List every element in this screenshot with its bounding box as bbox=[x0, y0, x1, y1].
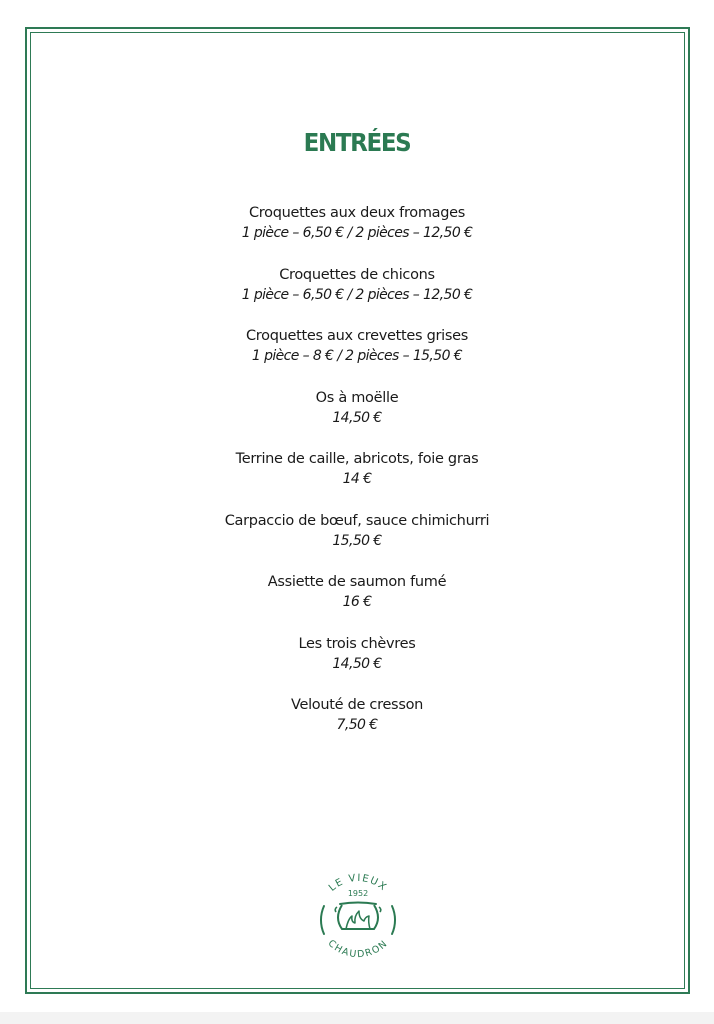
menu-item-name: Les trois chèvres bbox=[298, 635, 416, 652]
menu-item-name: Os à moëlle bbox=[315, 389, 399, 406]
menu-item bbox=[0, 326, 714, 388]
menu-item-name: Croquettes aux deux fromages bbox=[248, 205, 466, 221]
menu-item-price: 1 pièce – 6,50 € / 2 pièces – 12,50 € bbox=[241, 225, 473, 241]
logo-left-bracket bbox=[321, 906, 324, 934]
menu-item bbox=[0, 572, 714, 634]
menu-item-price: 14 € bbox=[342, 471, 372, 487]
logo-top-text: LE VIEUX bbox=[326, 872, 390, 894]
menu-item bbox=[0, 265, 714, 327]
logo-year: 1952 bbox=[347, 889, 369, 898]
restaurant-logo bbox=[307, 866, 409, 966]
menu-list bbox=[0, 203, 714, 757]
logo-right-bracket bbox=[392, 906, 395, 934]
menu-item-price: 14,50 € bbox=[332, 409, 382, 426]
section-title: ENTRÉES bbox=[303, 128, 411, 157]
menu-item-price: 16 € bbox=[342, 594, 372, 610]
menu-item-price: 15,50 € bbox=[332, 532, 382, 549]
logo-bottom-text: CHAUDRON bbox=[325, 937, 391, 961]
menu-item-price: 14,50 € bbox=[332, 655, 382, 672]
menu-item-price: 1 pièce – 8 € / 2 pièces – 15,50 € bbox=[251, 348, 463, 364]
menu-item-name: Assiette de saumon fumé bbox=[267, 574, 447, 590]
menu-item-name: Croquettes aux crevettes grises bbox=[245, 328, 469, 344]
menu-item bbox=[0, 695, 714, 757]
menu-item-name: Croquettes de chicons bbox=[279, 266, 435, 283]
menu-item-name: Velouté de cresson bbox=[290, 697, 424, 713]
menu-item-name: Carpaccio de bœuf, sauce chimichurri bbox=[224, 512, 490, 529]
menu-item-price: 7,50 € bbox=[336, 717, 378, 733]
menu-item-price: 1 pièce – 6,50 € / 2 pièces – 12,50 € bbox=[241, 286, 473, 303]
cauldron-icon bbox=[335, 903, 381, 930]
menu-item bbox=[0, 203, 714, 265]
menu-item bbox=[0, 388, 714, 450]
menu-item-name: Terrine de caille, abricots, foie gras bbox=[235, 451, 479, 467]
menu-item bbox=[0, 634, 714, 696]
menu-item bbox=[0, 511, 714, 573]
menu-item bbox=[0, 449, 714, 511]
